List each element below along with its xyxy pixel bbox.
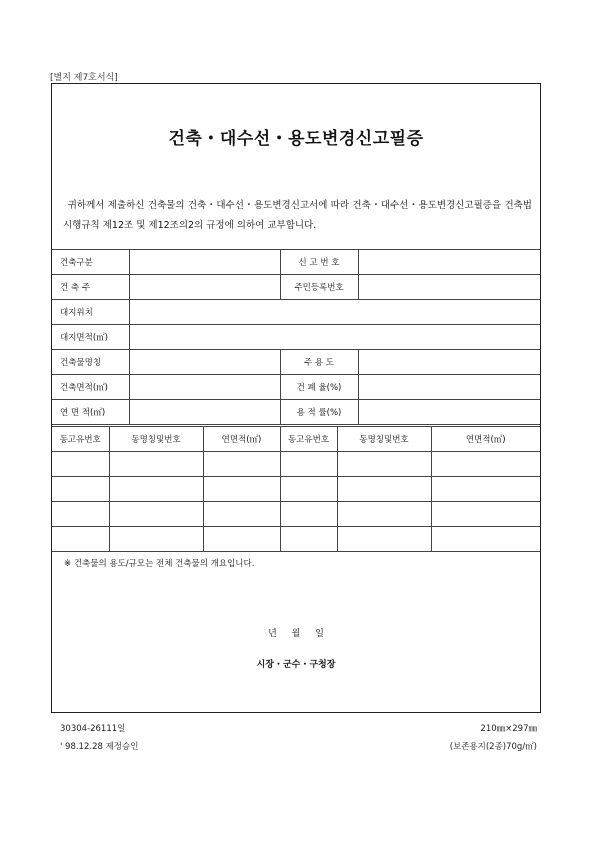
building-name-label: 건축물명칭 xyxy=(52,350,129,375)
table-row xyxy=(52,527,540,552)
building-name-value[interactable] xyxy=(129,350,280,375)
site-location-label: 대지위치 xyxy=(52,300,129,325)
table-row xyxy=(52,350,540,375)
unit-name-header: 동명칭및번호 xyxy=(109,427,203,452)
report-number-label: 신 고 번 호 xyxy=(280,250,358,275)
site-area-value[interactable] xyxy=(129,325,540,350)
unit-name-header: 동명칭및번호 xyxy=(337,427,431,452)
floor-area-label: 연 면 적(㎡) xyxy=(52,400,129,425)
table-cell[interactable] xyxy=(203,527,280,552)
building-area-label: 건축면적(㎡) xyxy=(52,375,129,400)
building-info-table xyxy=(52,249,540,425)
table-cell[interactable] xyxy=(109,527,203,552)
main-use-label: 주 용 도 xyxy=(280,350,358,375)
table-cell[interactable] xyxy=(337,477,431,502)
table-cell[interactable] xyxy=(280,527,337,552)
table-cell[interactable] xyxy=(203,477,280,502)
table-row xyxy=(52,477,540,502)
floor-area-ratio-label: 용 적 률(%) xyxy=(280,400,358,425)
table-cell[interactable] xyxy=(203,452,280,477)
owner-label: 건 축 주 xyxy=(52,275,129,300)
coverage-ratio-label: 건 폐 율(%) xyxy=(280,375,358,400)
table-cell[interactable] xyxy=(431,452,540,477)
unit-id-header: 동고유번호 xyxy=(52,427,109,452)
table-row xyxy=(52,400,540,425)
table-cell[interactable] xyxy=(280,477,337,502)
table-cell[interactable] xyxy=(52,527,109,552)
table-row xyxy=(52,502,540,527)
table-cell[interactable] xyxy=(280,452,337,477)
form-number: [별지 제7호서식] xyxy=(50,73,118,83)
intro-paragraph: 귀하께서 제출하신 건축물의 건축・대수선・용도변경신고서에 따라 건축・대수선・용도변경신고필증을 건축법시행규칙 제12조 및 제12조의2의 규정에 의하여 교부합니다. xyxy=(63,200,532,231)
main-use-value[interactable] xyxy=(358,350,540,375)
report-number-value[interactable] xyxy=(358,250,540,275)
building-type-value[interactable] xyxy=(129,250,280,275)
units-header-row xyxy=(52,427,540,452)
table-cell[interactable] xyxy=(337,527,431,552)
table-cell[interactable] xyxy=(337,452,431,477)
unit-area-header: 연면적(㎡) xyxy=(203,427,280,452)
table-cell[interactable] xyxy=(280,502,337,527)
paper-spec: (보존용지(2종)70g/㎡) xyxy=(449,742,537,752)
floor-area-ratio-value[interactable] xyxy=(358,400,540,425)
table-cell[interactable] xyxy=(337,502,431,527)
owner-value[interactable] xyxy=(129,275,280,300)
table-row xyxy=(52,250,540,275)
resident-number-label: 주민등록번호 xyxy=(280,275,358,300)
document-title: 건축・대수선・용도변경신고필증 xyxy=(168,129,424,149)
floor-area-value[interactable] xyxy=(129,400,280,425)
building-type-label: 건축구분 xyxy=(52,250,129,275)
paper-size: 210㎜×297㎜ xyxy=(480,724,537,734)
table-cell[interactable] xyxy=(52,502,109,527)
issuing-authority: 시장・군수・구청장 xyxy=(256,660,336,670)
coverage-ratio-value[interactable] xyxy=(358,375,540,400)
table-row xyxy=(52,300,540,325)
scope-note: ※ 건축물의 용도/규모는 전체 건축물의 개요입니다. xyxy=(64,559,255,569)
table-cell[interactable] xyxy=(431,477,540,502)
building-units-table xyxy=(52,426,540,552)
unit-area-header: 연면적(㎡) xyxy=(431,427,540,452)
table-cell[interactable] xyxy=(52,452,109,477)
building-area-value[interactable] xyxy=(129,375,280,400)
table-cell[interactable] xyxy=(109,502,203,527)
table-cell[interactable] xyxy=(431,502,540,527)
certificate-form xyxy=(51,83,541,713)
site-area-label: 대지면적(㎡) xyxy=(52,325,129,350)
site-location-value[interactable] xyxy=(129,300,540,325)
table-row xyxy=(52,275,540,300)
unit-id-header: 동고유번호 xyxy=(280,427,337,452)
table-row xyxy=(52,375,540,400)
table-row xyxy=(52,452,540,477)
form-code: 30304-26111일 xyxy=(60,724,126,734)
table-cell[interactable] xyxy=(203,502,280,527)
table-cell[interactable] xyxy=(52,477,109,502)
issue-date: 년 월 일 xyxy=(268,629,324,639)
approval-date: ' 98.12.28 제정승인 xyxy=(60,742,139,752)
resident-number-value[interactable] xyxy=(358,275,540,300)
table-cell[interactable] xyxy=(431,527,540,552)
table-row xyxy=(52,325,540,350)
table-cell[interactable] xyxy=(109,452,203,477)
table-cell[interactable] xyxy=(109,477,203,502)
